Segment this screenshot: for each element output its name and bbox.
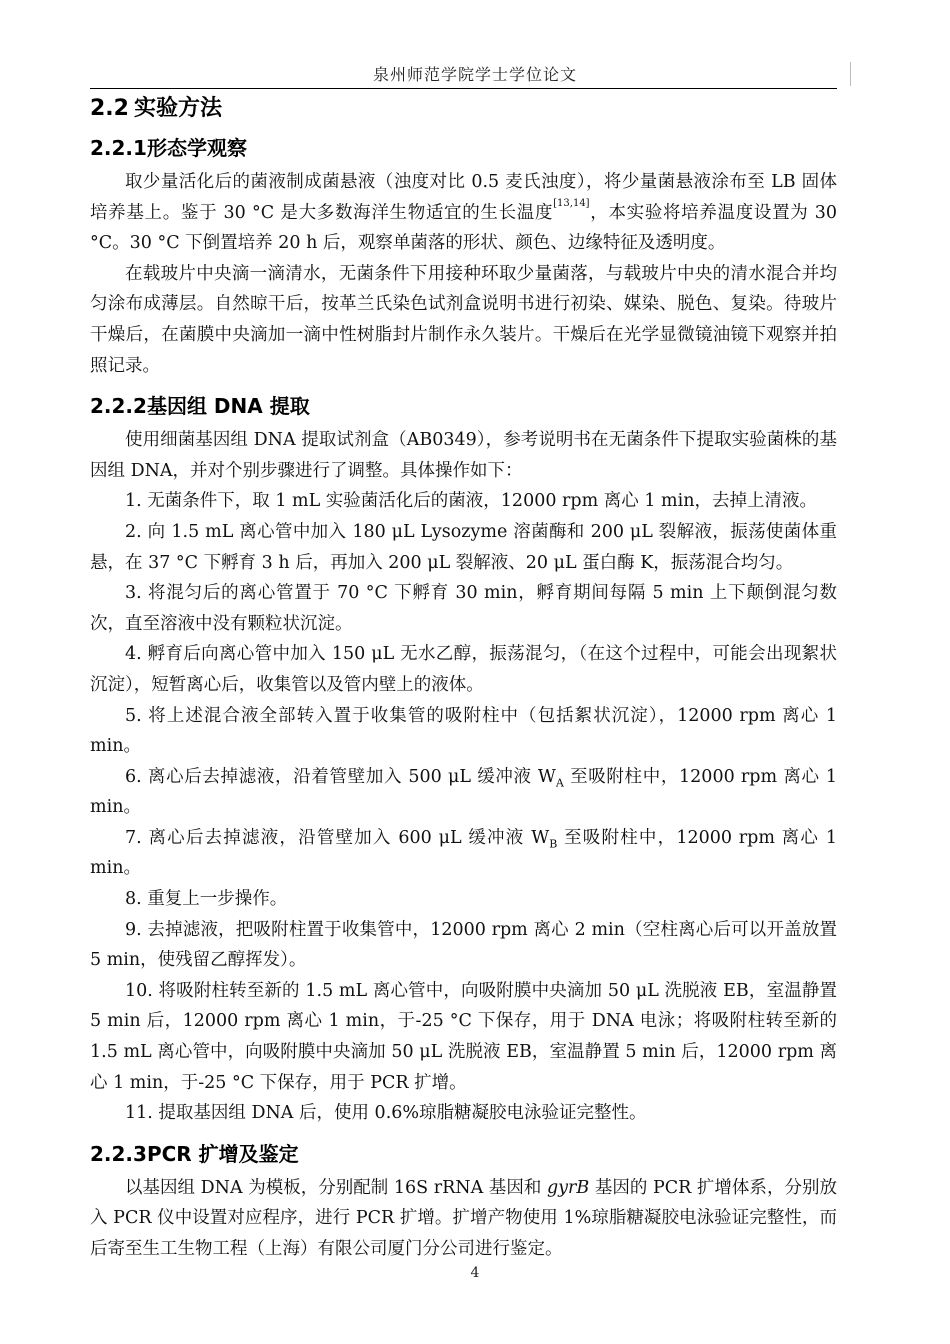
step-11: 11. 提取基因组 DNA 后，使用 0.6%琼脂糖凝胶电泳验证完整性。 xyxy=(125,1103,647,1124)
step-10: 10. 将吸附柱转至新的 1.5 mL 离心管中，向吸附膜中央滴加 50 μL 洗脱液 EB，室温静置 5 min 后，12000 rpm 离心 1 min，于-25 °C 下保存，用于 DNA 电泳；将吸附柱转至新的 1.5 mL 离心管中，向吸附膜中央滴加 50 μL 洗脱液 EB，室温静置 5 min 后，12000 rpm 离心 1 min，于-25 °C 下保存，用于 PCR 扩增。 xyxy=(90,980,837,1093)
text-run: 以基因组 DNA 为模板，分别配制 16S rRNA 基因和 xyxy=(125,1177,547,1198)
text-run: 6. 离心后去掉滤液，沿着管壁加入 500 μL 缓冲液 W xyxy=(125,766,556,787)
subsection-number: 2.2.3 xyxy=(90,1141,147,1166)
subscript: B xyxy=(549,837,558,851)
step-5: 5. 将上述混合液全部转入置于收集管的吸附柱中（包括絮状沉淀），12000 rpm 离心 1 min。 xyxy=(90,705,837,757)
text-run: 基因的 PCR 扩增体系，分别放入 PCR 仪中设置对应程序，进行 PCR 扩增。扩增产物使用 1%琼脂糖凝胶电泳验证完整性，而后寄至生工生物工程（上海）有限公司厦门分公司进行鉴定。 xyxy=(90,1177,837,1259)
step-1: 1. 无菌条件下，取 1 mL 实验菌活化后的菌液，12000 rpm 离心 1 min，去掉上清液。 xyxy=(125,491,817,512)
step-8: 8. 重复上一步操作。 xyxy=(125,889,288,910)
step-6 xyxy=(90,762,837,823)
text-run: 取少量活化后的菌液制成菌悬液（浊度对比 0.5 麦氏浊度），将少量菌悬液涂布至 LB 固体培养基上。鉴于 30 °C 是大多数海洋生物适宜的生长温度 xyxy=(90,172,837,223)
page-number: 4 xyxy=(470,1265,480,1281)
subsection-title: 形态学观察 xyxy=(146,136,247,160)
margin-mark xyxy=(850,62,851,86)
paragraph-pcr xyxy=(90,1173,837,1265)
paragraph-culture xyxy=(90,167,837,259)
running-header: 泉州师范学院学士学位论文 xyxy=(372,65,577,84)
subsection-number: 2.2.1 xyxy=(90,136,147,160)
header-rule xyxy=(90,88,837,89)
gene-name: gyrB xyxy=(546,1177,590,1198)
subsection-title: PCR 扩增及鉴定 xyxy=(146,1141,299,1166)
subscript: A xyxy=(555,776,564,790)
text-run: ，本实验将培养温度设置为 30 °C。30 °C 下倒置培养 20 h 后，观察单菌落的形状、颜色、边缘特征及透明度。 xyxy=(90,202,837,254)
page-body xyxy=(90,92,837,1265)
step-4: 4. 孵育后向离心管中加入 150 μL 无水乙醇，振荡混匀，（在这个过程中，可能会出现絮状沉淀），短暂离心后，收集管以及管内壁上的液体。 xyxy=(90,644,837,695)
paragraph-gram-stain: 在载玻片中央滴一滴清水，无菌条件下用接种环取少量菌落，与载玻片中央的清水混合并均匀涂布成薄层。自然晾干后，按革兰氏染色试剂盒说明书进行初染、媒染、脱色、复染。待玻片干燥后，在菌膜中央滴加一滴中性树脂封片制作永久装片。干燥后在光学显微镜油镜下观察并拍照记录。 xyxy=(90,263,837,376)
subsection-heading-dna-extraction xyxy=(90,391,837,421)
subsection-heading-morphology xyxy=(90,133,837,163)
step-7 xyxy=(90,823,837,884)
step-3: 3. 将混匀后的离心管置于 70 °C 下孵育 30 min，孵育期间每隔 5 min 上下颠倒混匀数次，直至溶液中没有颗粒状沉淀。 xyxy=(90,583,837,634)
subsection-number: 2.2.2 xyxy=(90,394,147,419)
paragraph-intro: 使用细菌基因组 DNA 提取试剂盒（AB0349），参考说明书在无菌条件下提取实验菌株的基因组 DNA，并对个别步骤进行了调整。具体操作如下： xyxy=(90,430,837,481)
text-run: 7. 离心后去掉滤液，沿管壁加入 600 μL 缓冲液 W xyxy=(125,827,550,848)
section-heading xyxy=(90,93,837,125)
section-title: 实验方法 xyxy=(134,96,223,121)
step-9: 9. 去掉滤液，把吸附柱置于收集管中，12000 rpm 离心 2 min（空柱离心后可以开盖放置 5 min，使残留乙醇挥发）。 xyxy=(90,919,837,971)
subsection-title: 基因组 DNA 提取 xyxy=(146,394,310,419)
text-run: 至吸附柱中，12000 rpm 离心 1 min。 xyxy=(90,827,837,879)
step-2: 2. 向 1.5 mL 离心管中加入 180 μL Lysozyme 溶菌酶和 200 μL 裂解液，振荡使菌体重悬，在 37 °C 下孵育 3 h 后，再加入 200 μL 裂解液、20 μL 蛋白酶 K，振荡混合均匀。 xyxy=(90,521,837,573)
citation: [13,14] xyxy=(553,197,590,209)
section-number: 2.2 xyxy=(90,96,129,121)
subsection-heading-pcr xyxy=(90,1139,837,1169)
text-run: 至吸附柱中，12000 rpm 离心 1 min。 xyxy=(90,766,837,818)
